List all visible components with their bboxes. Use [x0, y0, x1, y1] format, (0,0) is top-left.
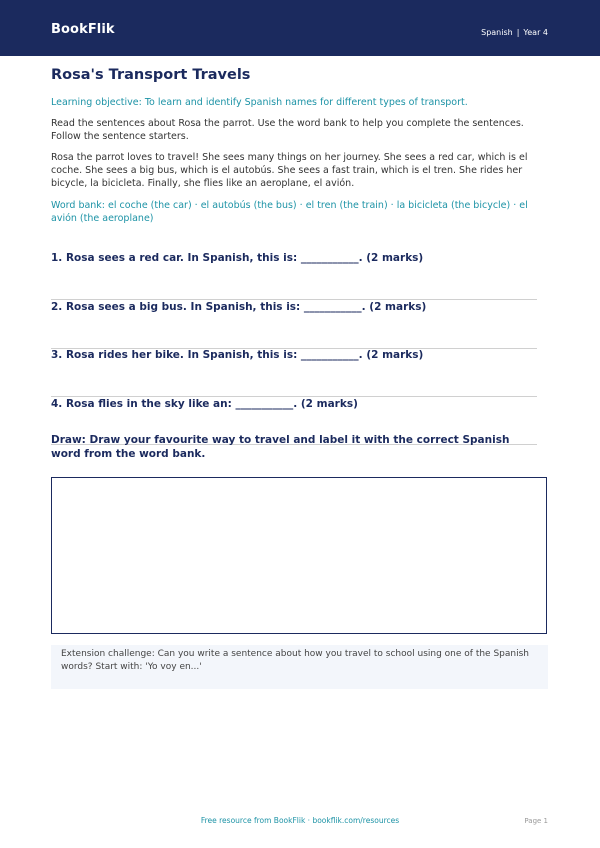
header-meta [481, 28, 548, 37]
question-2: 2. Rosa sees a big bus. In Spanish, this is: ___________. (2 marks) [51, 301, 427, 313]
worksheet-intro [51, 64, 548, 225]
word-bank: Word bank: el coche (the car) · el autobús (the bus) · el tren (the train) · la bicicleta (the bicycle) · el avión (the aeroplane) [51, 200, 528, 224]
brand-logo: BookFlik [51, 22, 115, 37]
footer-text: Free resource from BookFlik · bookflik.com/resources [200, 816, 400, 825]
learning-objective: Learning objective: To learn and identify Spanish names for different types of transport. [51, 97, 468, 108]
question-4: 4. Rosa flies in the sky like an: ___________. (2 marks) [51, 398, 358, 410]
extension-text: Extension challenge: Can you write a sentence about how you travel to school using one of the Spanish words? Start with: 'Yo voy en...' [61, 649, 529, 672]
page-number: Page 1 [524, 817, 548, 825]
meta-separator: | [516, 28, 520, 37]
drawing-box[interactable] [51, 477, 547, 634]
question-3: 3. Rosa rides her bike. In Spanish, this is: ___________. (2 marks) [51, 349, 424, 361]
page-title: Rosa's Transport Travels [51, 67, 251, 83]
extension-challenge [51, 645, 548, 689]
question-1: 1. Rosa sees a red car. In Spanish, this is: ___________. (2 marks) [51, 252, 424, 264]
subject-label: Spanish [481, 28, 513, 37]
page-header [0, 0, 600, 56]
year-label: Year 4 [523, 28, 548, 37]
story-text: Rosa the parrot loves to travel! She sees many things on her journey. She sees a red car, which is el coche. She sees a big bus, which is el autobús. She sees a fast train, which is el tren. She rides her bicycle, la bicicleta. Finally, she flies like an aeroplane, el avión. [51, 152, 528, 189]
instructions-text: Read the sentences about Rosa the parrot. Use the word bank to help you complete the sentences. Follow the sentence starters. [51, 118, 524, 142]
draw-prompt: Draw: Draw your favourite way to travel and label it with the correct Spanish word from the word bank. [51, 434, 510, 460]
